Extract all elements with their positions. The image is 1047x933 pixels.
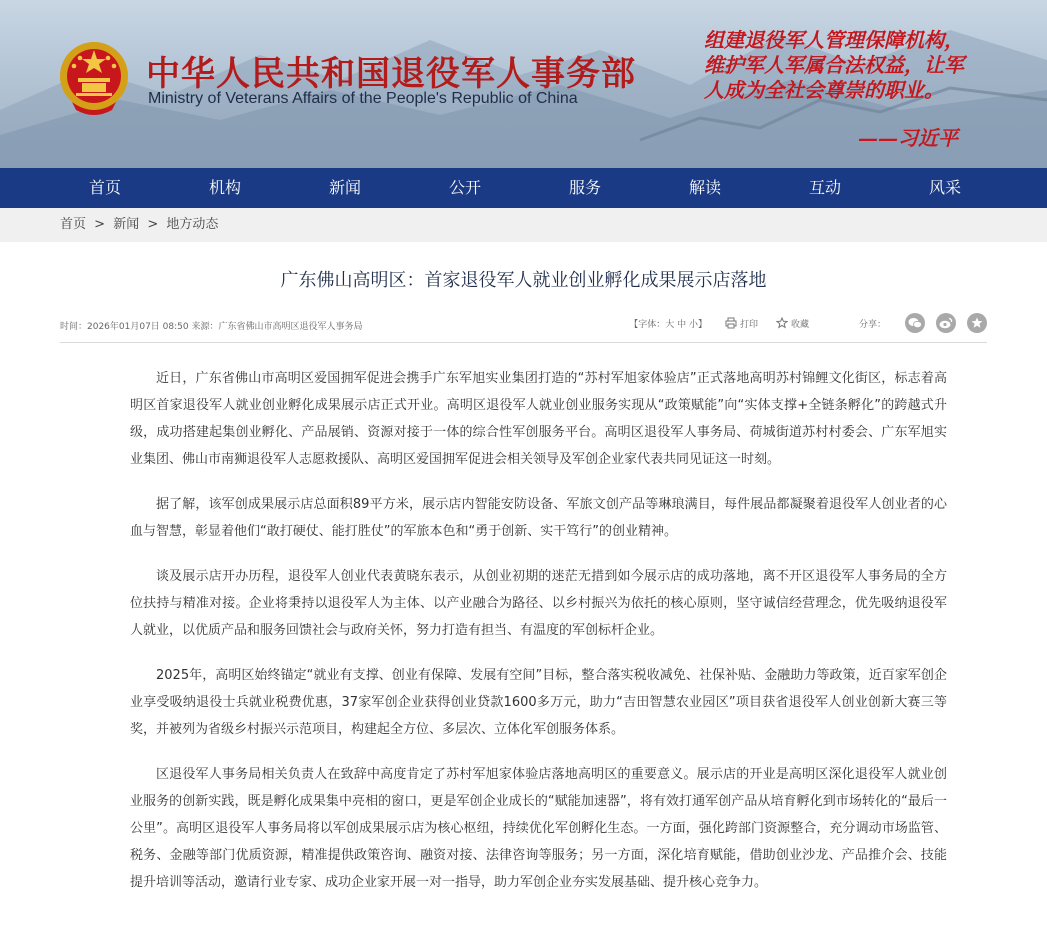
print-button[interactable] [725,317,758,330]
main-nav [0,168,1047,208]
share-label: 分享： [858,319,886,330]
breadcrumb-separator: > [147,217,159,232]
article-meta [60,314,987,334]
article-tools [629,310,987,336]
article-paragraph: 2025年，高明区始终锚定“就业有支撑、创业有保障、发展有空间”目标，整合落实税收减免、社保补贴、金融助力等政策，近百家军创企业享受吸纳退役士兵就业税费优惠，37家军创企业获得创业贷款1600多万元，助力“吉田智慧农业园区”项目获省退役军人创业创新大赛三等奖，并被列为省级乡村振兴示范项目，构建起全方位、多层次、立体化军创服务体系。 [130,668,947,737]
font-size-control[interactable]: 【字体：大 中 小】 [629,319,707,330]
breadcrumb-home[interactable]: 首页 [60,217,87,232]
breadcrumb [0,208,1047,242]
meta-divider [60,342,987,343]
weibo-share-icon[interactable] [936,313,956,333]
article-time-source: 时间：2026年01月07日 08:50 来源：广东省佛山市高明区退役军人事务局 [60,322,363,332]
nav-item-service[interactable]: 服务 [568,178,601,197]
wechat-icon [908,317,922,329]
article-paragraph: 近日，广东省佛山市高明区爱国拥军促进会携手广东军旭实业集团打造的“苏村军旭家体验店”正式落地高明苏村锦鲤文化街区，标志着高明区首家退役军人就业创业孵化成果展示店正式开业。高明区退役军人就业创业服务实现从“政策赋能”向“实体支撑+全链条孵化”的跨越式升级，成功搭建起集创业孵化、产品展销、资源对接于一体的综合性军创服务平台。高明区退役军人事务局、荷城街道苏村村委会、广东军旭实业集团、佛山市南狮退役军人志愿救援队、高明区爱国拥军促进会相关领导及军创企业家代表共同见证这一时刻。 [130,371,947,467]
print-label: 打印 [739,319,758,330]
nav-item-interpretation[interactable]: 解读 [688,178,721,197]
site-title-cn: 中华人民共和国退役军人事务部 [146,54,636,94]
print-icon [725,317,737,329]
breadcrumb-news[interactable]: 新闻 [113,217,140,232]
nav-item-news[interactable]: 新闻 [328,178,361,197]
site-header [0,0,1047,168]
article-paragraph: 区退役军人事务局相关负责人在致辞中高度肯定了苏村军旭家体验店落地高明区的重要意义。展示店的开业是高明区深化退役军人就业创业服务的创新实践，既是孵化成果集中亮相的窗口，更是军创企业成长的“赋能加速器”，将有效打通军创产品从培育孵化到市场转化的“最后一公里”。高明区退役军人事务局将以军创成果展示店为核心枢纽，持续优化军创孵化生态。一方面，强化跨部门资源整合，充分调动市场监管、税务、金融等部门优质资源，精准提供政策咨询、融资对接、法律咨询等服务；另一方面，深化培育赋能，借助创业沙龙、产品推介会、技能提升培训等活动，邀请行业专家、成功企业家开展一对一指导，助力军创企业夯实发展基础、提升核心竞争力。 [130,767,947,890]
article-paragraph: 谈及展示店开办历程，退役军人创业代表黄晓东表示，从创业初期的迷茫无措到如今展示店的成功落地，离不开区退役军人事务局的全方位扶持与精准对接。企业将秉持以退役军人为主体、以产业融合为路径、以乡村振兴为依托的核心原则，坚守诚信经营理念，优先吸纳退役军人就业，以优质产品和服务回馈社会与政府关怀，努力打造有担当、有温度的军创标杆企业。 [130,569,947,638]
breadcrumb-separator: > [94,217,106,232]
nav-item-interaction[interactable]: 互动 [808,178,841,197]
nav-item-home[interactable]: 首页 [88,178,121,197]
article-paragraph: 据了解，该军创成果展示店总面积89平方米，展示店内智能安防设备、军旅文创产品等琳琅满目，每件展品都凝聚着退役军人创业者的心血与智慧，彰显着他们“敢打硬仗、能打胜仗”的军旅本色和“勇于创新、实干笃行”的创业精神。 [130,497,947,539]
favorite-label: 收藏 [790,319,809,330]
nav-item-showcase[interactable]: 风采 [928,178,961,197]
nav-item-organization[interactable]: 机构 [208,178,241,197]
nav-item-public[interactable]: 公开 [448,178,481,197]
article-content [130,365,947,896]
header-quote: 组建退役军人管理保障机构，维护军人军属合法权益，让军人成为全社会尊崇的职业。 [704,28,964,102]
article-title: 广东佛山高明区：首家退役军人就业创业孵化成果展示店落地 [280,270,767,291]
quote-author: ——习近平 [858,126,958,150]
site-title-en: Ministry of Veterans Affairs of the People's Republic of China [148,90,578,107]
weibo-icon [939,317,953,329]
wechat-share-icon[interactable] [905,313,925,333]
national-emblem-icon [58,40,130,116]
breadcrumb-local-news[interactable]: 地方动态 [166,217,219,232]
favorite-button[interactable] [776,317,809,330]
more-share-icon[interactable] [967,313,987,333]
star-icon [776,317,788,329]
star-share-icon [971,317,983,329]
